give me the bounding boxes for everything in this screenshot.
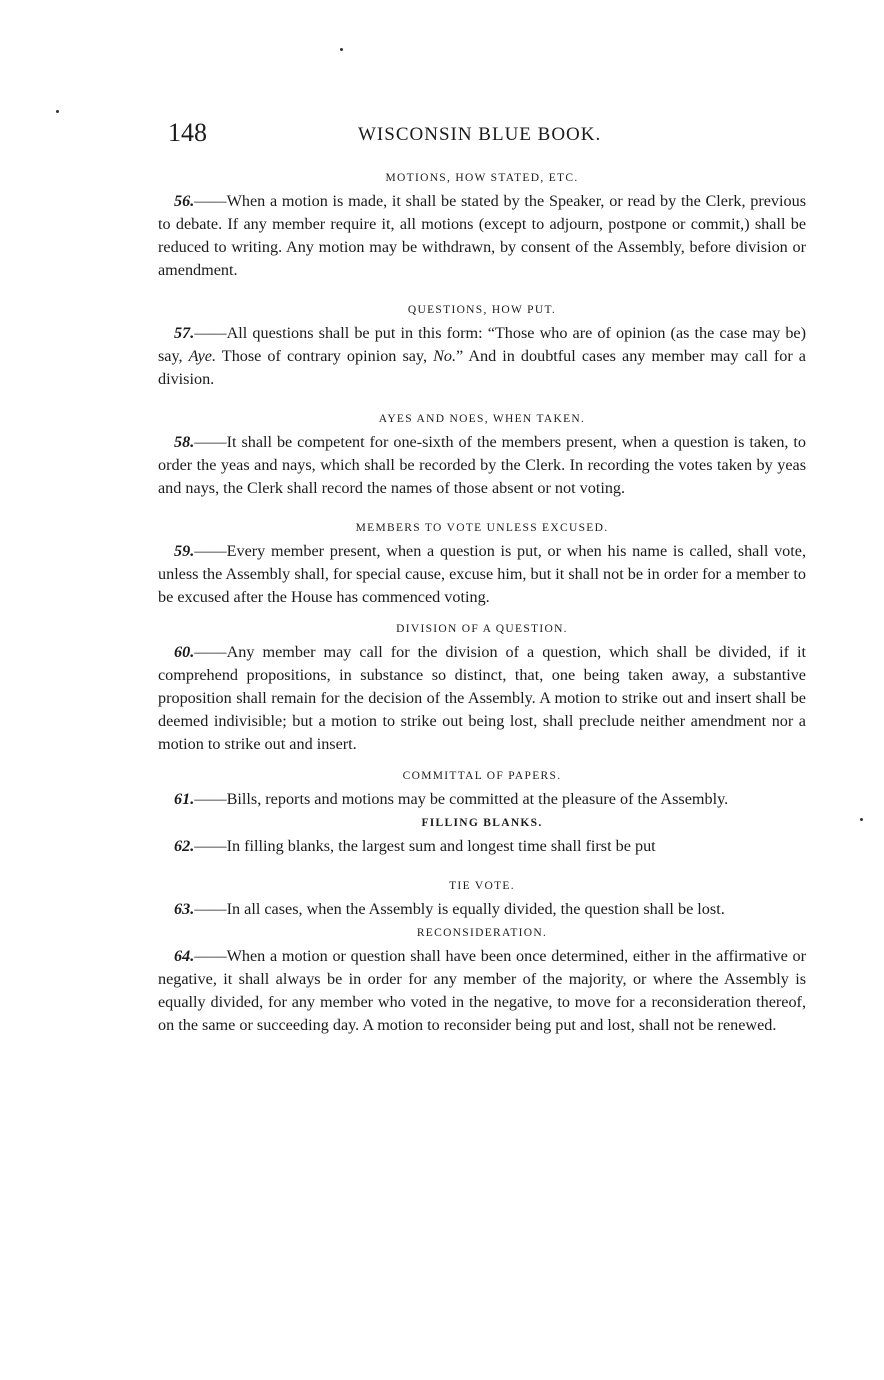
rule-emphasis: No. — [433, 347, 457, 365]
book-page — [158, 118, 806, 1037]
rule-body-text: Those of contrary opinion say, — [216, 347, 434, 365]
rule-heading: FILLING BLANKS. — [421, 817, 543, 829]
rule-heading: AYES AND NOES, WHEN TAKEN. — [378, 413, 586, 425]
rule-dash: —— — [194, 433, 227, 451]
rule-heading: RECONSIDERATION. — [416, 927, 548, 939]
rule-body-text: ” And in doubtful cases any member may call for a division. — [158, 347, 806, 388]
rule-dash: —— — [194, 790, 227, 808]
rule-dash: —— — [194, 324, 227, 342]
rule-number: 61. — [174, 790, 195, 808]
rule-text — [158, 190, 806, 282]
page-number: 148 — [168, 118, 207, 147]
rule-body-text: It shall be competent for one-sixth of the members present, when a question is taken, to order the yeas and nays, which shall be recorded by the Clerk. In recording the votes taken by yeas and nays, the Clerk shall record the names of those absent or not voting. — [158, 433, 806, 497]
rule-dash: —— — [194, 643, 227, 661]
rule-dash: —— — [194, 947, 227, 965]
print-speck — [340, 48, 343, 51]
rule-number: 57. — [174, 324, 195, 342]
rule-section-59 — [158, 522, 806, 609]
running-title: WISCONSIN BLUE BOOK. — [358, 124, 602, 145]
rule-dash: —— — [194, 900, 227, 918]
rule-number: 63. — [174, 900, 195, 918]
rule-body-text: When a motion is made, it shall be stated by the Speaker, or read by the Clerk, previous to debate. If any member require it, all motions (except to adjourn, postpone or commit,) shall be reduced to writing. Any motion may be withdrawn, by consent of the Assembly, before division or amendment. — [158, 192, 806, 279]
rule-number: 62. — [174, 837, 195, 855]
rule-section-62 — [158, 817, 806, 858]
rule-text — [158, 641, 806, 756]
rule-number: 56. — [174, 192, 195, 210]
rule-heading: TIE VOTE. — [449, 880, 515, 892]
rule-section-60 — [158, 623, 806, 756]
rule-section-56 — [158, 172, 806, 282]
rule-emphasis: Aye. — [188, 347, 217, 365]
rule-body-text: All questions shall be put in this form: “Those who are of opinion (as the case may be) say, — [158, 324, 806, 365]
rule-section-58 — [158, 413, 806, 500]
rule-text — [158, 540, 806, 609]
print-speck — [56, 110, 59, 113]
rule-body-text: Bills, reports and motions may be committed at the pleasure of the Assembly. — [226, 790, 729, 808]
rule-dash: —— — [194, 542, 227, 560]
rule-body-text: Any member may call for the division of a question, which shall be divided, if it comprehend propositions, in substance so distinct, that, one being taken away, a substantive proposition shall remain for the decision of the Assembly. A motion to strike out and insert shall be deemed indivisible; but a motion to strike out being lost, shall preclude neither amendment nor a motion to strike out and insert. — [158, 643, 806, 753]
page-header — [158, 118, 806, 158]
rule-number: 64. — [174, 947, 195, 965]
rule-body-text: In filling blanks, the largest sum and longest time shall first be put — [226, 837, 656, 855]
rule-text — [158, 898, 806, 921]
rule-number: 60. — [174, 643, 195, 661]
rule-heading: QUESTIONS, HOW PUT. — [407, 304, 557, 316]
rule-body-text: When a motion or question shall have been once determined, either in the affirmative or negative, it shall always be in order for any member of the majority, or where the Assembly is equally divided, for any member who voted in the negative, to move for a reconsideration thereof, on the same or succeeding day. A motion to reconsider being put and lost, shall not be renewed. — [158, 947, 806, 1034]
rule-number: 58. — [174, 433, 195, 451]
print-speck — [860, 818, 863, 821]
rule-text — [158, 945, 806, 1037]
rule-section-64 — [158, 927, 806, 1037]
rule-heading: COMMITTAL OF PAPERS. — [402, 770, 562, 782]
rule-section-61 — [158, 770, 806, 811]
rule-dash: —— — [194, 837, 227, 855]
rule-dash: —— — [194, 192, 227, 210]
rule-body-text: In all cases, when the Assembly is equally divided, the question shall be lost. — [226, 900, 725, 918]
rule-body-text: Every member present, when a question is put, or when his name is called, shall vote, unless the Assembly shall, for special cause, excuse him, but it shall not be in order for a member to be excused after the House has commenced voting. — [158, 542, 806, 606]
rule-text — [158, 431, 806, 500]
rule-number: 59. — [174, 542, 195, 560]
rule-text — [158, 322, 806, 391]
rule-text — [158, 835, 806, 858]
rule-section-63 — [158, 880, 806, 921]
rule-heading: DIVISION OF A QUESTION. — [396, 623, 568, 635]
rule-text — [158, 788, 806, 811]
rule-heading: MEMBERS TO VOTE UNLESS EXCUSED. — [355, 522, 609, 534]
rule-heading: MOTIONS, HOW STATED, ETC. — [385, 172, 579, 184]
rule-section-57 — [158, 304, 806, 391]
